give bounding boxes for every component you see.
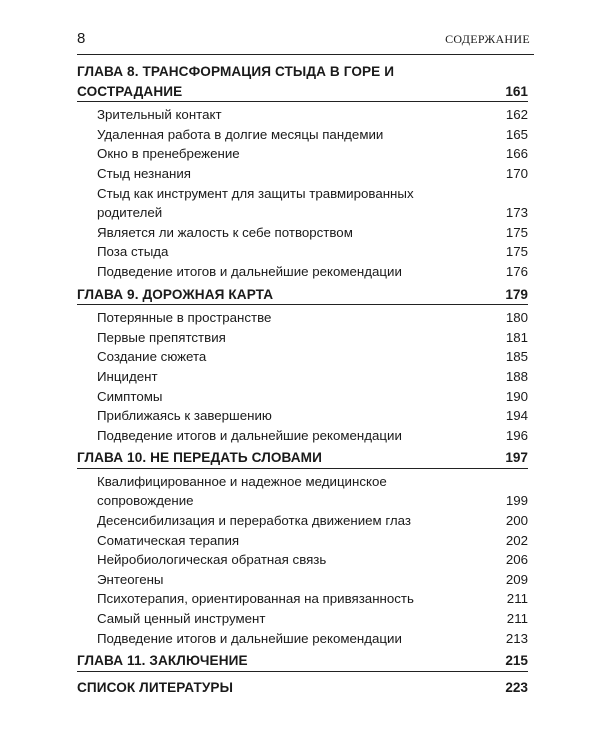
toc-entry[interactable]: Является ли жалость к себе потворством 175: [97, 224, 528, 240]
toc-entry[interactable]: Энтеогены 209: [97, 571, 528, 587]
toc-entry[interactable]: Самый ценный инструмент 211: [97, 611, 528, 627]
toc-entry[interactable]: Первые препятствия 181: [97, 329, 528, 345]
toc-entry[interactable]: Подведение итогов и дальнейшие рекомендации 196: [97, 427, 528, 443]
toc-entry[interactable]: Подведение итогов и дальнейшие рекомендации 176: [97, 263, 528, 279]
toc-entry[interactable]: Поза стыда 175: [97, 244, 528, 260]
toc-entry-line1[interactable]: Квалифицированное и надежное медицинское: [97, 473, 387, 489]
toc-entry-line2[interactable]: сопровождение 199: [97, 493, 528, 509]
toc-entry[interactable]: Окно в пренебрежение 166: [97, 146, 528, 162]
toc-entry[interactable]: Подведение итогов и дальнейшие рекомендации 213: [97, 630, 528, 646]
table-of-contents: [77, 62, 528, 697]
toc-entry[interactable]: Соматическая терапия 202: [97, 532, 528, 548]
toc-entry[interactable]: Создание сюжета 185: [97, 349, 528, 365]
header-rule: [77, 54, 534, 55]
toc-entry-line1[interactable]: Стыд как инструмент для защиты травмированных: [97, 185, 414, 201]
toc-entry[interactable]: Стыд незнания 170: [97, 165, 528, 181]
toc-bibliography[interactable]: СПИСОК ЛИТЕРАТУРЫ 223: [77, 679, 528, 695]
toc-chapter-10[interactable]: ГЛАВА 10. НЕ ПЕРЕДАТЬ СЛОВАМИ 197: [77, 448, 528, 469]
toc-entry[interactable]: Потерянные в пространстве 180: [97, 310, 528, 326]
toc-entry-line2[interactable]: родителей 173: [97, 205, 528, 221]
toc-entry[interactable]: Приближаясь к завершению 194: [97, 408, 528, 424]
toc-chapter-9[interactable]: ГЛАВА 9. ДОРОЖНАЯ КАРТА 179: [77, 285, 528, 306]
toc-entry[interactable]: Зрительный контакт 162: [97, 107, 528, 123]
page-number: 8: [77, 30, 86, 47]
toc-entry[interactable]: Симптомы 190: [97, 388, 528, 404]
toc-entry[interactable]: Инцидент 188: [97, 368, 528, 384]
toc-chapter-11[interactable]: ГЛАВА 11. ЗАКЛЮЧЕНИЕ 215: [77, 651, 528, 672]
toc-entry[interactable]: Десенсибилизация и переработка движением глаз 200: [97, 513, 528, 529]
toc-entry[interactable]: Удаленная работа в долгие месяцы пандемии 165: [97, 126, 528, 142]
toc-entry[interactable]: Нейробиологическая обратная связь 206: [97, 552, 528, 568]
toc-entry[interactable]: Психотерапия, ориентированная на привязанность 211: [97, 591, 528, 607]
running-head: СОДЕРЖАНИЕ: [445, 32, 530, 46]
toc-chapter-8[interactable]: ГЛАВА 8. ТРАНСФОРМАЦИЯ СТЫДА В ГОРЕ И СОСТРАДАНИЕ 161: [77, 62, 528, 102]
